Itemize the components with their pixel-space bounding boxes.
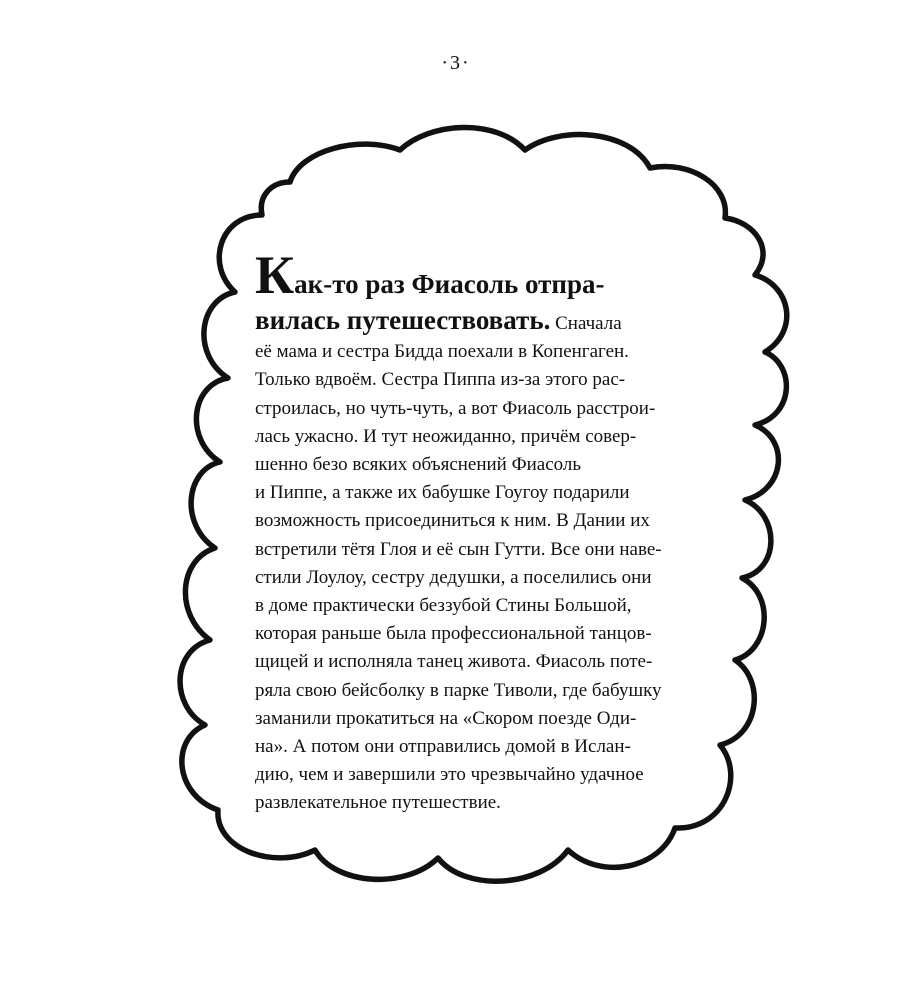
story-text (255, 245, 680, 818)
text-line: её мама и сестра Бидда поехали в Копенгаген. (255, 341, 629, 363)
text-line: стили Лоулоу, сестру дедушки, а поселились они (255, 566, 652, 588)
text-line: строилась, но чуть-чуть, а вот Фиасоль расстрои- (255, 397, 656, 419)
text-line: возможность присоединиться к ним. В Дании их (255, 510, 650, 532)
text-line: дию, чем и завершили это чрезвычайно удачное (255, 764, 644, 786)
text-line: заманили прокатиться на «Скором поезде Оди- (255, 707, 637, 729)
text-line: в доме практически беззубой Стины Большой, (255, 595, 632, 617)
text-line: шенно безо всяких объяснений Фиасоль (255, 454, 582, 476)
lead-first-line: ак-то раз Фиасоль отпра- (294, 269, 605, 299)
lead-line-2 (255, 302, 680, 338)
lead-second-line-bold: вилась путешествовать. (255, 305, 551, 335)
text-line: встретили тётя Глоя и её сын Гутти. Все они наве- (255, 538, 662, 560)
text-line: и Пиппе, а также их бабушке Гоугоу подарили (255, 482, 630, 504)
text-line: которая раньше была профессиональной танцов- (255, 623, 652, 645)
drop-cap: К (255, 245, 295, 305)
lead-second-line-rest: Сначала (550, 313, 622, 334)
text-line: на». А потом они отправились домой в Ислан- (255, 736, 631, 758)
text-line: ряла свою бейсболку в парке Тиволи, где бабушку (255, 679, 662, 701)
page-number: ·3· (441, 52, 471, 74)
lead-line-1 (255, 245, 680, 305)
text-line: Только вдвоём. Сестра Пиппа из-за этого рас- (255, 369, 626, 391)
text-line: щицей и исполняла танец живота. Фиасоль поте- (255, 651, 653, 673)
text-line: развлекательное путешествие. (255, 792, 501, 814)
text-line: лась ужасно. И тут неожиданно, причём совер- (255, 425, 637, 447)
